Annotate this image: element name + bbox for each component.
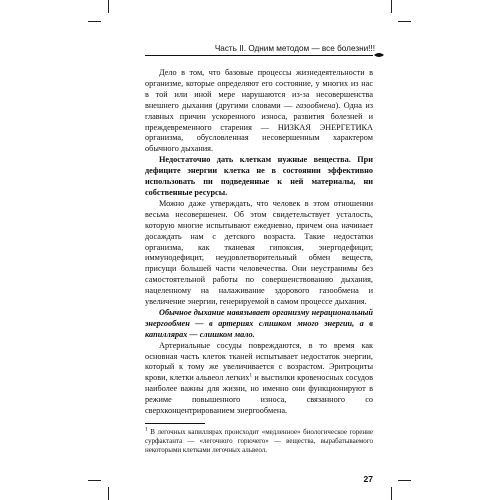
crop-mark-bottom-right-v bbox=[391, 487, 392, 500]
page-number: 27 bbox=[363, 474, 373, 484]
leaf-ornament-icon bbox=[374, 52, 384, 58]
crop-mark-top-right-v bbox=[391, 0, 392, 13]
paragraph-1: Дело в том, что базовые процессы жизнедеятельности в организме, которые определяют его состояние, у многих из нас в той или иной мере нарушаются из-за несовершенства внешнего дыхания (другими словами — газообмена). Одна из главных причин ускоренного износа, развития болезней и преждевременного старения — НИЗКАЯ ЭНЕРГЕТИКА организма, обусловленная несовершенным характером обычного дыхания. bbox=[145, 68, 374, 154]
footnote-reference: 1 bbox=[249, 372, 253, 379]
emphasis-gas-exchange: газообмена bbox=[295, 100, 336, 110]
crop-mark-top-left-h bbox=[88, 21, 101, 22]
crop-mark-bottom-right-h bbox=[398, 480, 411, 481]
crop-mark-bottom-left-h bbox=[88, 480, 101, 481]
paragraph-3: Можно даже утверждать, что человек в этом отношении весьма несовершенен. Об этом свидетельствует усталость, которую многие испытывают ежедневно, причем она начинает досаждать нам с детского возраста. Такие недостатки организма, как тканевая гипоксия, энергодефицит, иммунодефицит, неудовлетворительный обмен веществ, присущи большей части человечества. Они неустранимы без самостоятельной работы по совершенствованию дыхания, нацеленному на налаживание здорового газообмена и увеличение энергии, генерируемой в самом процессе дыхания. bbox=[145, 198, 373, 307]
footnote bbox=[145, 428, 373, 456]
crop-mark-top-right-h bbox=[398, 21, 411, 22]
crop-mark-top-left-v bbox=[108, 0, 109, 13]
paragraph-5: Артериальные сосуды повреждаются, в то время как основная часть клеток тканей испытывает недостаток энергии, который к тому же увеличивается с возрастом. Эритроциты крови, клетки альвеол легких$^1$ и выстилки кровеносных сосудов наиболее важны для жизни, но именно они функционируют в режиме повышенного износа, связанного со сверхконцентрированием энергообмена. bbox=[145, 340, 373, 416]
header-rule bbox=[145, 55, 373, 56]
running-header: Часть II. Одним методом — все болезни!!! bbox=[214, 44, 375, 53]
body-text bbox=[145, 68, 373, 417]
footnote-text: В легочных капиллярах происходит «медленное» биологическое горение сурфактанта — «легочного горючего» — вещества, вырабатываемого некоторыми клетками легочных альвеол. bbox=[145, 428, 373, 455]
footnote-mark: 1 bbox=[145, 426, 148, 433]
paragraph-4-highlight: Обычное дыхание навязывает организму нерациональный энергообмен — в артериях слишком много энергии, а в капиллярах — слишком мало. bbox=[145, 307, 373, 339]
paragraph-2-highlight: Недостаточно дать клеткам нужные вещества. При дефиците энергии клетка не в состоянии эффективно использовать пи подведенные к ней материалы, ни собственные ресурсы. bbox=[145, 155, 373, 197]
footnote-rule bbox=[145, 423, 205, 424]
crop-mark-bottom-left-v bbox=[108, 487, 109, 500]
emphasis-low-energy: НИЗКАЯ ЭНЕРГЕТИКА bbox=[277, 122, 374, 132]
